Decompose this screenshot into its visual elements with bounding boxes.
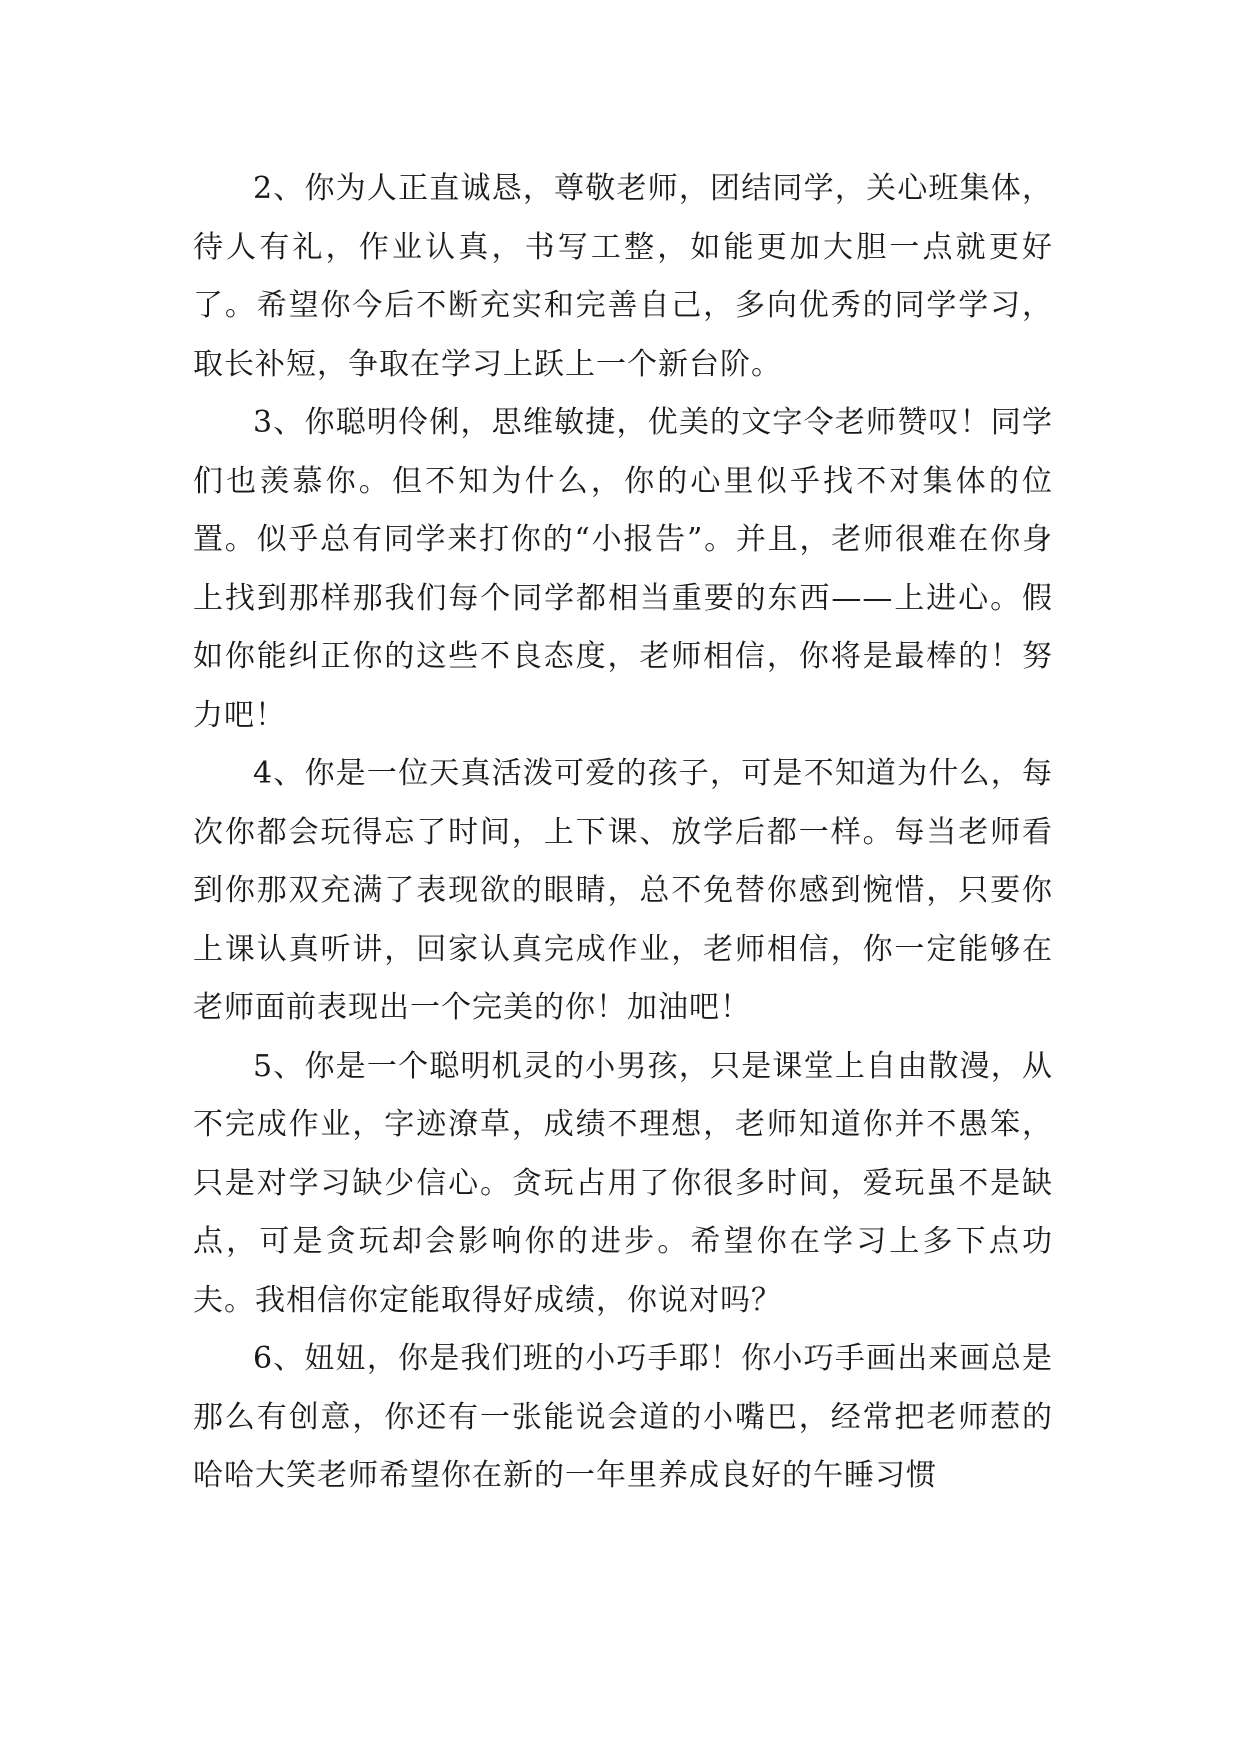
paragraph-2: 2、你为人正直诚恳，尊敬老师，团结同学，关心班集体，待人有礼，作业认真，书写工整，如能更加大胆一点就更好了。希望你今后不断充实和完善自己，多向优秀的同学学习，取长补短，争取在学习上跃上一个新台阶。: [193, 171, 1053, 382]
paragraph-5: 5、你是一个聪明机灵的小男孩，只是课堂上自由散漫，从不完成作业，字迹潦草，成绩不理想，老师知道你并不愚笨，只是对学习缺少信心。贪玩占用了你很多时间，爱玩虽不是缺点，可是贪玩却会影响你的进步。希望你在学习上多下点功夫。我相信你定能取得好成绩，你说对吗？: [193, 1048, 1053, 1318]
paragraph-6: 6、妞妞，你是我们班的小巧手耶！你小巧手画出来画总是那么有创意，你还有一张能说会道的小嘴巴，经常把老师惹的哈哈大笑老师希望你在新的一年里养成良好的午睡习惯: [193, 1341, 1053, 1493]
paragraph-4: 4、你是一位天真活泼可爱的孩子，可是不知道为什么，每次你都会玩得忘了时间，上下课、放学后都一样。每当老师看到你那双充满了表现欲的眼睛，总不免替你感到惋惜，只要你上课认真听讲，回家认真完成作业，老师相信，你一定能够在老师面前表现出一个完美的你！加油吧！: [193, 756, 1053, 1025]
paragraph-3: 3、你聪明伶俐，思维敏捷，优美的文字令老师赞叹！同学们也羡慕你。但不知为什么，你的心里似乎找不对集体的位置。似乎总有同学来打你的“小报告”。并且，老师很难在你身上找到那样那我们每个同学都相当重要的东西——上进心。假如你能纠正你的这些不良态度，老师相信，你将是最棒的！努力吧！: [193, 405, 1053, 733]
document-body: [193, 160, 1053, 1506]
